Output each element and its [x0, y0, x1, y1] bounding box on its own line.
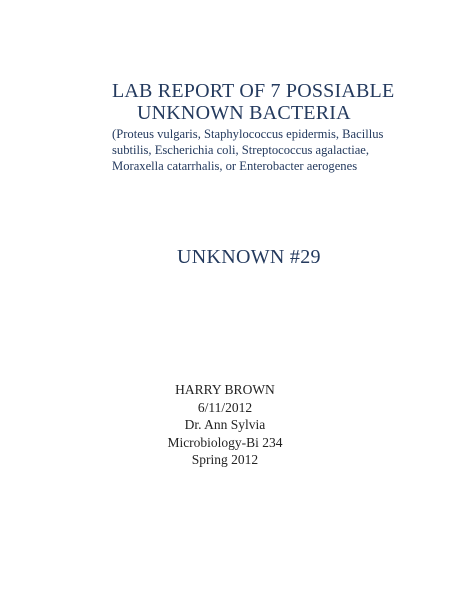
bacteria-list-line-2: subtilis, Escherichia coli, Streptococcus agalactiae, — [112, 143, 370, 157]
author-name: HARRY BROWN — [175, 382, 275, 397]
bacteria-list-line-3: Moraxella catarrhalis, or Enterobacter aerogenes — [112, 159, 358, 173]
instructor-name: Dr. Ann Sylvia — [184, 417, 266, 433]
unknown-number-heading: UNKNOWN #29 — [177, 246, 321, 268]
author-block — [160, 381, 290, 469]
report-title-line-1: LAB REPORT OF 7 POSSIABLE — [112, 80, 395, 102]
term: Spring 2012 — [191, 452, 259, 468]
bacteria-list — [112, 126, 452, 174]
report-date: 6/11/2012 — [197, 399, 253, 415]
bacteria-list-line-1: (Proteus vulgaris, Staphylococcus epidermis, Bacillus — [112, 127, 384, 141]
report-title — [112, 80, 394, 124]
report-title-line-2: UNKNOWN BACTERIA — [137, 102, 351, 124]
course-name: Microbiology-Bi 234 — [167, 434, 283, 450]
